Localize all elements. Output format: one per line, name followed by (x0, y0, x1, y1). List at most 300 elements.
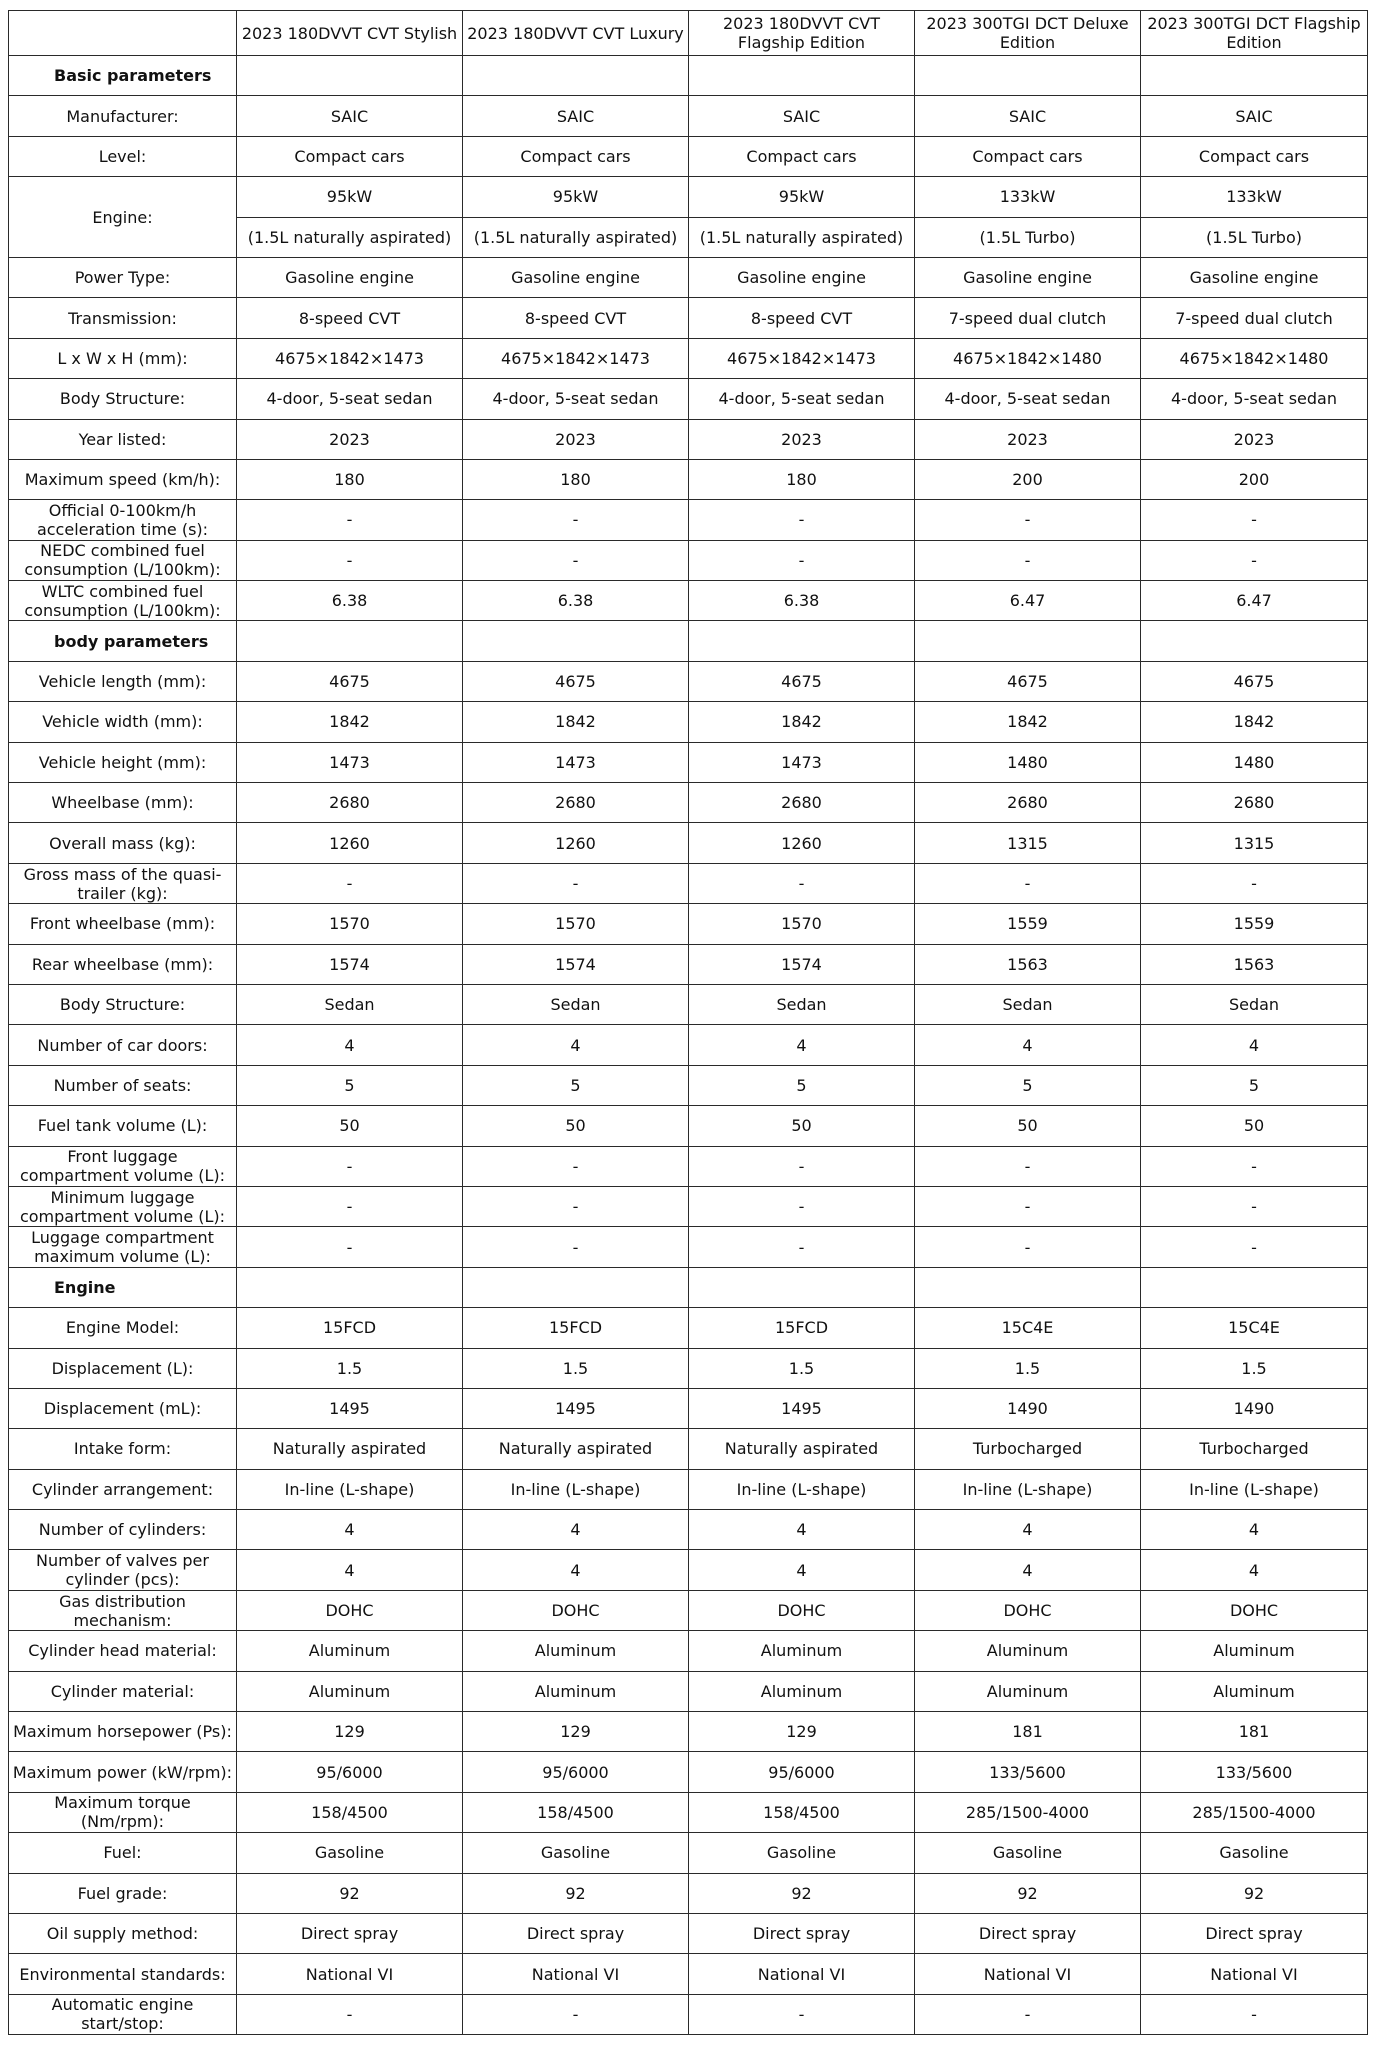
empty-cell (915, 1267, 1141, 1307)
value-cell: 2680 (689, 783, 915, 823)
table-row (9, 1712, 1368, 1752)
value-cell: 4675 (915, 661, 1141, 701)
table-row (9, 1227, 1368, 1267)
value-cell: Sedan (463, 984, 689, 1024)
value-cell: 4-door, 5-seat sedan (463, 379, 689, 419)
value-cell: 1495 (237, 1388, 463, 1428)
row-label: Official 0-100km/h acceleration time (s): (9, 500, 237, 540)
table-row (9, 459, 1368, 499)
value-cell: - (915, 540, 1141, 580)
table-row (9, 823, 1368, 863)
value-cell: 1563 (1141, 944, 1368, 984)
value-cell: 1574 (237, 944, 463, 984)
value-cell: 95kW (463, 177, 689, 217)
section-heading: Basic parameters (9, 56, 237, 96)
table-row (9, 1631, 1368, 1671)
row-label: Maximum power (kW/rpm): (9, 1752, 237, 1792)
value-cell: Gasoline (237, 1833, 463, 1873)
value-cell: 2023 (1141, 419, 1368, 459)
table-row (9, 540, 1368, 580)
row-label: Displacement (L): (9, 1348, 237, 1388)
value-cell: 2680 (237, 783, 463, 823)
row-label: Luggage compartment maximum volume (L): (9, 1227, 237, 1267)
value-cell: - (915, 1186, 1141, 1226)
value-cell: - (237, 540, 463, 580)
table-row (9, 1186, 1368, 1226)
value-cell: 1473 (237, 742, 463, 782)
row-label: Oil supply method: (9, 1913, 237, 1953)
value-cell: Aluminum (463, 1671, 689, 1711)
column-header: 2023 180DVVT CVT Luxury (463, 11, 689, 56)
value-cell: 15C4E (1141, 1308, 1368, 1348)
table-row (9, 863, 1368, 903)
value-cell: 1260 (689, 823, 915, 863)
empty-cell (237, 621, 463, 661)
value-cell: Sedan (915, 984, 1141, 1024)
row-label: Displacement (mL): (9, 1388, 237, 1428)
value-cell: 4 (463, 1025, 689, 1065)
table-row (9, 1429, 1368, 1469)
table-row (9, 1833, 1368, 1873)
value-cell: 4 (237, 1510, 463, 1550)
empty-cell (463, 56, 689, 96)
value-cell: - (463, 1227, 689, 1267)
value-cell: 181 (1141, 1712, 1368, 1752)
value-cell: 1473 (689, 742, 915, 782)
value-cell: (1.5L naturally aspirated) (463, 217, 689, 257)
value-cell: Compact cars (463, 136, 689, 176)
value-cell: - (915, 1227, 1141, 1267)
value-cell: 95kW (689, 177, 915, 217)
value-cell: 1842 (463, 702, 689, 742)
value-cell: Compact cars (1141, 136, 1368, 176)
value-cell: - (463, 863, 689, 903)
empty-cell (915, 621, 1141, 661)
value-cell: - (237, 1146, 463, 1186)
value-cell: In-line (L-shape) (237, 1469, 463, 1509)
value-cell: 1574 (463, 944, 689, 984)
value-cell: 6.47 (1141, 581, 1368, 621)
value-cell: 4-door, 5-seat sedan (689, 379, 915, 419)
row-label: Front wheelbase (mm): (9, 904, 237, 944)
table-row (9, 1510, 1368, 1550)
value-cell: National VI (915, 1954, 1141, 1994)
value-cell: - (689, 500, 915, 540)
value-cell: 5 (689, 1065, 915, 1105)
value-cell: 4-door, 5-seat sedan (1141, 379, 1368, 419)
value-cell: Direct spray (689, 1913, 915, 1953)
value-cell: - (1141, 1227, 1368, 1267)
value-cell: Naturally aspirated (689, 1429, 915, 1469)
value-cell: Direct spray (1141, 1913, 1368, 1953)
value-cell: 4 (915, 1550, 1141, 1590)
value-cell: 95/6000 (463, 1752, 689, 1792)
value-cell: Gasoline engine (237, 257, 463, 297)
row-label: Cylinder arrangement: (9, 1469, 237, 1509)
table-row (9, 298, 1368, 338)
table-row (9, 1388, 1368, 1428)
value-cell: (1.5L Turbo) (1141, 217, 1368, 257)
value-cell: 1.5 (915, 1348, 1141, 1388)
value-cell: - (915, 500, 1141, 540)
value-cell: 285/1500-4000 (915, 1792, 1141, 1832)
table-row (9, 177, 1368, 217)
table-row (9, 702, 1368, 742)
value-cell: 15FCD (689, 1308, 915, 1348)
value-cell: National VI (1141, 1954, 1368, 1994)
value-cell: 2680 (463, 783, 689, 823)
value-cell: 158/4500 (689, 1792, 915, 1832)
table-row (9, 96, 1368, 136)
value-cell: SAIC (1141, 96, 1368, 136)
row-label: Cylinder material: (9, 1671, 237, 1711)
value-cell: Sedan (689, 984, 915, 1024)
table-row (9, 1873, 1368, 1913)
value-cell: Naturally aspirated (463, 1429, 689, 1469)
value-cell: - (1141, 1146, 1368, 1186)
value-cell: 5 (915, 1065, 1141, 1105)
value-cell: 4 (915, 1510, 1141, 1550)
value-cell: 1315 (915, 823, 1141, 863)
section-row (9, 56, 1368, 96)
row-label: Fuel: (9, 1833, 237, 1873)
value-cell: 1495 (689, 1388, 915, 1428)
value-cell: 4 (237, 1550, 463, 1590)
row-label: Maximum torque (Nm/rpm): (9, 1792, 237, 1832)
value-cell: 4675×1842×1473 (689, 338, 915, 378)
column-header: 2023 300TGI DCT Flagship Edition (1141, 11, 1368, 56)
row-label: Overall mass (kg): (9, 823, 237, 863)
row-label: Engine Model: (9, 1308, 237, 1348)
row-label: Front luggage compartment volume (L): (9, 1146, 237, 1186)
value-cell: - (1141, 863, 1368, 903)
value-cell: 15FCD (237, 1308, 463, 1348)
empty-cell (237, 1267, 463, 1307)
value-cell: - (463, 1186, 689, 1226)
table-row (9, 136, 1368, 176)
value-cell: - (463, 1146, 689, 1186)
value-cell: Sedan (1141, 984, 1368, 1024)
table-row (9, 1913, 1368, 1953)
table-row (9, 419, 1368, 459)
value-cell: Compact cars (915, 136, 1141, 176)
value-cell: 1490 (915, 1388, 1141, 1428)
value-cell: 1490 (1141, 1388, 1368, 1428)
value-cell: SAIC (237, 96, 463, 136)
value-cell: 4675×1842×1480 (915, 338, 1141, 378)
value-cell: 2680 (1141, 783, 1368, 823)
value-cell: 1570 (463, 904, 689, 944)
table-row (9, 338, 1368, 378)
value-cell: 1563 (915, 944, 1141, 984)
empty-cell (915, 56, 1141, 96)
row-label: Automatic engine start/stop: (9, 1994, 237, 2034)
value-cell: Aluminum (915, 1631, 1141, 1671)
value-cell: 4-door, 5-seat sedan (237, 379, 463, 419)
value-cell: Gasoline engine (689, 257, 915, 297)
row-label: Maximum speed (km/h): (9, 459, 237, 499)
value-cell: 129 (463, 1712, 689, 1752)
row-label: Number of cylinders: (9, 1510, 237, 1550)
value-cell: In-line (L-shape) (915, 1469, 1141, 1509)
value-cell: 4 (463, 1510, 689, 1550)
row-label: Vehicle height (mm): (9, 742, 237, 782)
value-cell: 1315 (1141, 823, 1368, 863)
value-cell: 133/5600 (1141, 1752, 1368, 1792)
empty-cell (689, 621, 915, 661)
value-cell: 92 (463, 1873, 689, 1913)
row-label: Gas distribution mechanism: (9, 1590, 237, 1630)
value-cell: 6.38 (463, 581, 689, 621)
empty-cell (1141, 621, 1368, 661)
table-row (9, 257, 1368, 297)
row-label: Vehicle length (mm): (9, 661, 237, 701)
value-cell: Gasoline engine (463, 257, 689, 297)
value-cell: 1574 (689, 944, 915, 984)
value-cell: 4675 (237, 661, 463, 701)
empty-cell (463, 621, 689, 661)
table-row (9, 783, 1368, 823)
value-cell: - (689, 1994, 915, 2034)
value-cell: 4675 (689, 661, 915, 701)
value-cell: 1473 (463, 742, 689, 782)
value-cell: Direct spray (237, 1913, 463, 1953)
table-row (9, 904, 1368, 944)
value-cell: Gasoline engine (915, 257, 1141, 297)
value-cell: 2023 (237, 419, 463, 459)
value-cell: Turbocharged (915, 1429, 1141, 1469)
value-cell: DOHC (237, 1590, 463, 1630)
value-cell: - (237, 1994, 463, 2034)
spec-table-body (9, 11, 1368, 2035)
value-cell: 129 (237, 1712, 463, 1752)
row-label: Body Structure: (9, 984, 237, 1024)
row-label: Rear wheelbase (mm): (9, 944, 237, 984)
value-cell: 8-speed CVT (463, 298, 689, 338)
value-cell: Gasoline engine (1141, 257, 1368, 297)
row-label: Level: (9, 136, 237, 176)
row-label: Engine: (9, 177, 237, 258)
value-cell: 50 (689, 1106, 915, 1146)
value-cell: 4 (237, 1025, 463, 1065)
value-cell: 95/6000 (689, 1752, 915, 1792)
value-cell: 1842 (237, 702, 463, 742)
value-cell: Direct spray (463, 1913, 689, 1953)
table-row (9, 581, 1368, 621)
value-cell: Aluminum (1141, 1671, 1368, 1711)
table-row (9, 1308, 1368, 1348)
value-cell: 1480 (915, 742, 1141, 782)
value-cell: In-line (L-shape) (463, 1469, 689, 1509)
value-cell: 181 (915, 1712, 1141, 1752)
value-cell: 92 (915, 1873, 1141, 1913)
value-cell: 95kW (237, 177, 463, 217)
value-cell: - (689, 863, 915, 903)
value-cell: - (915, 1994, 1141, 2034)
value-cell: - (463, 500, 689, 540)
row-label: Number of seats: (9, 1065, 237, 1105)
value-cell: SAIC (689, 96, 915, 136)
value-cell: 4 (1141, 1550, 1368, 1590)
value-cell: 180 (237, 459, 463, 499)
value-cell: - (237, 1227, 463, 1267)
value-cell: Direct spray (915, 1913, 1141, 1953)
value-cell: Aluminum (689, 1671, 915, 1711)
value-cell: 5 (237, 1065, 463, 1105)
value-cell: 4-door, 5-seat sedan (915, 379, 1141, 419)
header-row (9, 11, 1368, 56)
table-row (9, 1025, 1368, 1065)
column-header: 2023 180DVVT CVT Flagship Edition (689, 11, 915, 56)
row-label: Wheelbase (mm): (9, 783, 237, 823)
value-cell: National VI (237, 1954, 463, 1994)
header-corner-cell (9, 11, 237, 56)
value-cell: 1842 (689, 702, 915, 742)
value-cell: 50 (915, 1106, 1141, 1146)
row-label: Year listed: (9, 419, 237, 459)
value-cell: National VI (463, 1954, 689, 1994)
value-cell: 4675×1842×1473 (463, 338, 689, 378)
table-row (9, 1752, 1368, 1792)
empty-cell (237, 56, 463, 96)
value-cell: 5 (463, 1065, 689, 1105)
value-cell: 1480 (1141, 742, 1368, 782)
value-cell: - (1141, 1994, 1368, 2034)
value-cell: 285/1500-4000 (1141, 1792, 1368, 1832)
value-cell: Gasoline (1141, 1833, 1368, 1873)
value-cell: Gasoline (689, 1833, 915, 1873)
value-cell: 4 (1141, 1510, 1368, 1550)
row-label: Manufacturer: (9, 96, 237, 136)
table-row (9, 944, 1368, 984)
row-label: Gross mass of the quasi-trailer (kg): (9, 863, 237, 903)
value-cell: - (689, 540, 915, 580)
value-cell: 1260 (463, 823, 689, 863)
value-cell: 1.5 (1141, 1348, 1368, 1388)
value-cell: 133kW (915, 177, 1141, 217)
table-row (9, 661, 1368, 701)
value-cell: 92 (1141, 1873, 1368, 1913)
value-cell: 1.5 (463, 1348, 689, 1388)
section-row (9, 621, 1368, 661)
value-cell: 1260 (237, 823, 463, 863)
empty-cell (689, 56, 915, 96)
empty-cell (1141, 56, 1368, 96)
value-cell: - (1141, 1186, 1368, 1226)
value-cell: 5 (1141, 1065, 1368, 1105)
value-cell: - (463, 1994, 689, 2034)
row-label: Power Type: (9, 257, 237, 297)
spec-table (8, 10, 1368, 2035)
value-cell: In-line (L-shape) (689, 1469, 915, 1509)
value-cell: 4 (1141, 1025, 1368, 1065)
value-cell: (1.5L Turbo) (915, 217, 1141, 257)
value-cell: DOHC (463, 1590, 689, 1630)
value-cell: 15C4E (915, 1308, 1141, 1348)
row-label: Number of car doors: (9, 1025, 237, 1065)
value-cell: 200 (915, 459, 1141, 499)
row-label: Cylinder head material: (9, 1631, 237, 1671)
value-cell: Aluminum (463, 1631, 689, 1671)
value-cell: 2023 (689, 419, 915, 459)
value-cell: 133/5600 (915, 1752, 1141, 1792)
value-cell: 4 (915, 1025, 1141, 1065)
value-cell: Compact cars (237, 136, 463, 176)
empty-cell (463, 1267, 689, 1307)
value-cell: 1.5 (237, 1348, 463, 1388)
value-cell: 8-speed CVT (237, 298, 463, 338)
value-cell: 8-speed CVT (689, 298, 915, 338)
value-cell: - (689, 1146, 915, 1186)
value-cell: 2680 (915, 783, 1141, 823)
table-row (9, 742, 1368, 782)
value-cell: 1842 (1141, 702, 1368, 742)
value-cell: - (915, 863, 1141, 903)
value-cell: Naturally aspirated (237, 1429, 463, 1469)
value-cell: 1495 (463, 1388, 689, 1428)
column-header: 2023 300TGI DCT Deluxe Edition (915, 11, 1141, 56)
table-row (9, 1106, 1368, 1146)
row-label: Minimum luggage compartment volume (L): (9, 1186, 237, 1226)
row-label: Body Structure: (9, 379, 237, 419)
value-cell: 2023 (463, 419, 689, 459)
value-cell: 6.38 (237, 581, 463, 621)
value-cell: - (689, 1186, 915, 1226)
value-cell: - (237, 1186, 463, 1226)
table-row (9, 1065, 1368, 1105)
value-cell: SAIC (463, 96, 689, 136)
table-row (9, 379, 1368, 419)
value-cell: Aluminum (915, 1671, 1141, 1711)
row-label: NEDC combined fuel consumption (L/100km): (9, 540, 237, 580)
row-label: Number of valves per cylinder (pcs): (9, 1550, 237, 1590)
table-row (9, 1954, 1368, 1994)
value-cell: - (237, 863, 463, 903)
value-cell: 1842 (915, 702, 1141, 742)
value-cell: 200 (1141, 459, 1368, 499)
value-cell: 4675×1842×1473 (237, 338, 463, 378)
value-cell: - (237, 500, 463, 540)
table-row (9, 1146, 1368, 1186)
value-cell: (1.5L naturally aspirated) (689, 217, 915, 257)
value-cell: 4 (689, 1025, 915, 1065)
value-cell: - (463, 540, 689, 580)
row-label: Environmental standards: (9, 1954, 237, 1994)
value-cell: Compact cars (689, 136, 915, 176)
value-cell: DOHC (915, 1590, 1141, 1630)
value-cell: In-line (L-shape) (1141, 1469, 1368, 1509)
table-row (9, 1550, 1368, 1590)
section-heading: Engine (9, 1267, 237, 1307)
value-cell: 95/6000 (237, 1752, 463, 1792)
value-cell: 180 (689, 459, 915, 499)
value-cell: 158/4500 (463, 1792, 689, 1832)
value-cell: 4 (463, 1550, 689, 1590)
value-cell: 158/4500 (237, 1792, 463, 1832)
value-cell: Gasoline (915, 1833, 1141, 1873)
value-cell: 50 (1141, 1106, 1368, 1146)
section-row (9, 1267, 1368, 1307)
value-cell: 50 (463, 1106, 689, 1146)
value-cell: Aluminum (689, 1631, 915, 1671)
value-cell: 1570 (689, 904, 915, 944)
value-cell: Aluminum (237, 1671, 463, 1711)
value-cell: - (689, 1227, 915, 1267)
value-cell: 4675 (1141, 661, 1368, 701)
value-cell: 1.5 (689, 1348, 915, 1388)
value-cell: 50 (237, 1106, 463, 1146)
row-label: Intake form: (9, 1429, 237, 1469)
